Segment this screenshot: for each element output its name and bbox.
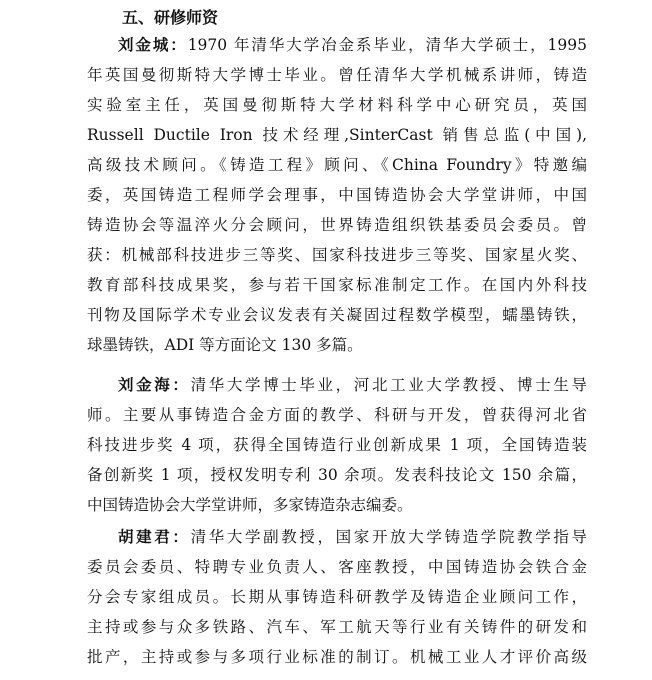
bio-line: 刘金城：1970 年清华大学冶金系毕业，清华大学硕士，1995 (118, 36, 587, 54)
bio-line: 科技进步奖 4 项，获得全国铸造行业创新成果 1 项，全国铸造装 (87, 436, 587, 454)
section-title: 五、研修师资 (122, 8, 219, 27)
bio-line: 备创新奖 1 项，授权发明专利 30 余项。发表科技论文 150 余篇， (87, 466, 587, 484)
person-name: 刘金海： (118, 376, 191, 394)
bio-line: 委员会委员、特聘专业负责人、客座教授，中国铸造协会铁合金 (87, 558, 587, 576)
bio-line: 师。主要从事铸造合金方面的教学、科研与开发，曾获得河北省 (87, 406, 587, 424)
bio-hu-jianjun (87, 522, 587, 672)
bio-liu-jinhai (87, 370, 587, 520)
bio-line: 铸造协会等温淬火分会顾问，世界铸造组织铁基委员会委员。曾 (87, 216, 587, 234)
bio-line: 年英国曼彻斯特大学博士毕业。曾任清华大学机械系讲师，铸造 (87, 66, 587, 84)
bio-line: 刊物及国际学术专业会议发表有关凝固过程数学模型，蠕墨铸铁， (87, 306, 587, 324)
bio-line: 刘金海：清华大学博士毕业，河北工业大学教授、博士生导 (118, 376, 587, 394)
bio-line: 高级技术顾问。《铸造工程》顾问、《China Foundry》特邀编 (87, 156, 587, 174)
bio-line: 主持或参与众多铁路、汽车、军工航天等行业有关铸件的研发和 (87, 618, 587, 636)
bio-line: 教育部科技成果奖，参与若干国家标准制定工作。在国内外科技 (87, 276, 587, 294)
bio-line: 球墨铸铁，ADI 等方面论文 130 多篇。 (87, 336, 363, 354)
bio-line: 委，英国铸造工程师学会理事，中国铸造协会大学堂讲师，中国 (87, 186, 587, 204)
bio-line: 胡建君：清华大学副教授，国家开放大学铸造学院教学指导 (118, 528, 587, 546)
person-name: 刘金城： (118, 36, 188, 54)
bio-line: 获：机械部科技进步三等奖、国家科技进步三等奖、国家星火奖、 (87, 246, 587, 264)
person-name: 胡建君： (118, 528, 191, 546)
bio-liu-jincheng (87, 30, 587, 360)
bio-line: Russell Ductile Iron 技术经理,SinterCast 销售总监(中国), (87, 126, 587, 144)
bio-line: 分会专家组成员。长期从事铸造科研教学及铸造企业顾问工作， (87, 588, 587, 606)
bio-line: 实验室主任，英国曼彻斯特大学材料科学中心研究员，英国 (87, 96, 587, 114)
bio-line: 批产，主持或参与多项行业标准的制订。机械工业人才评价高级 (87, 648, 587, 666)
bio-line: 中国铸造协会大学堂讲师，多家铸造杂志编委。 (87, 496, 413, 514)
